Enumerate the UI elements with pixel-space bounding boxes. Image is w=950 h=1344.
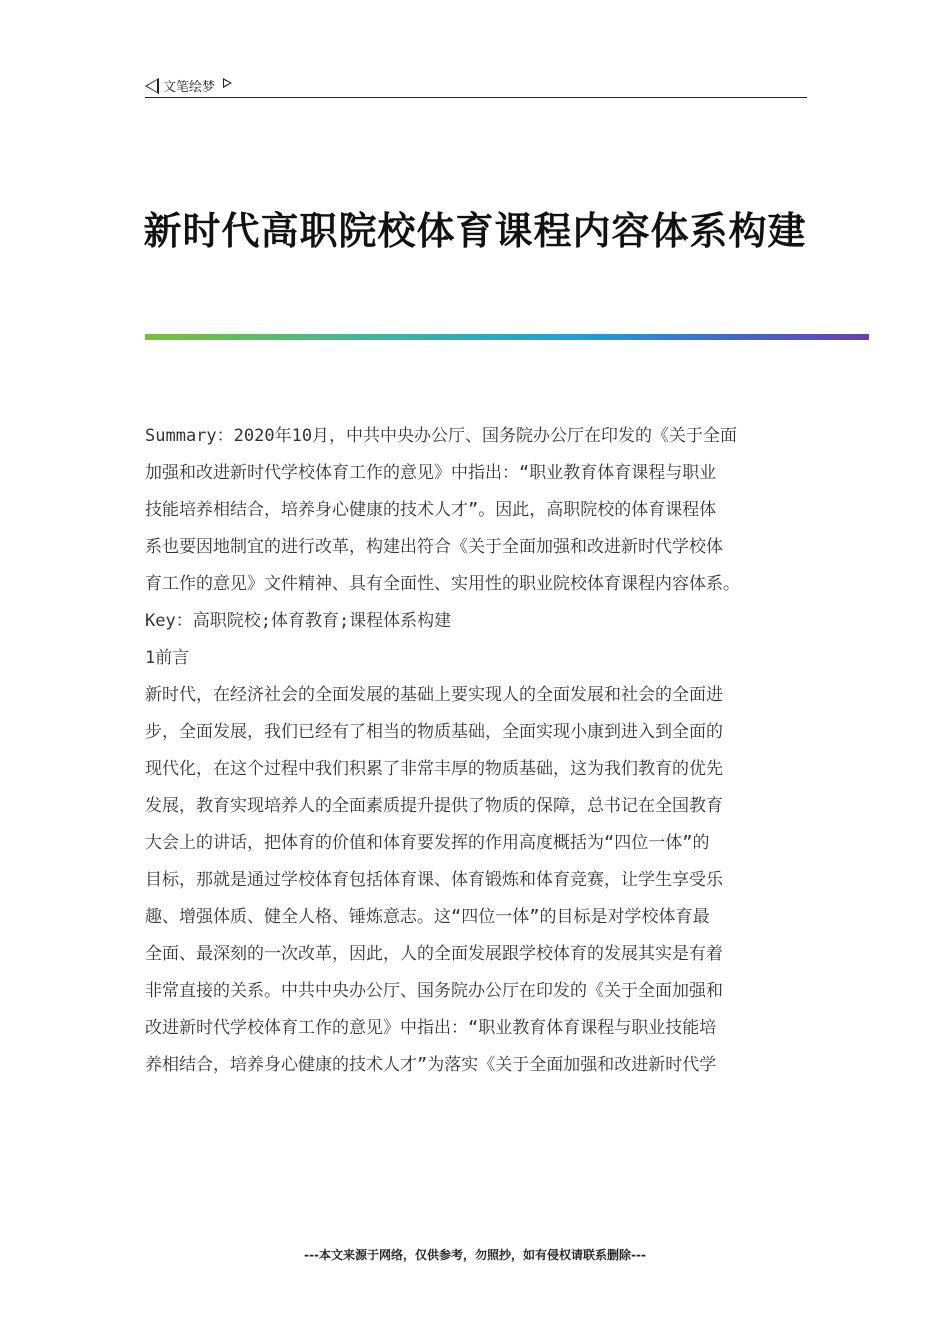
triangle-left-icon <box>145 78 159 94</box>
summary-line: 技能培养相结合，培养身心健康的技术人才”。因此，高职院校的体育课程体 <box>145 500 717 520</box>
document-body <box>145 418 807 1084</box>
gradient-divider <box>145 334 869 340</box>
paragraph-line: 现代化，在这个过程中我们积累了非常丰厚的物质基础，这为我们教育的优先 <box>145 759 723 779</box>
triangle-right-icon <box>223 78 232 88</box>
paragraph-line: 全面、最深刻的一次改革，因此，人的全面发展跟学校体育的发展其实是有着 <box>145 944 723 964</box>
brand <box>145 76 232 95</box>
paragraph-line: 步，全面发展，我们已经有了相当的物质基础，全面实现小康到进入到全面的 <box>145 722 723 742</box>
summary-line: 加强和改进新时代学校体育工作的意见》中指出：“职业教育体育课程与职业 <box>145 463 717 483</box>
summary-line: 系也要因地制宜的进行改革，构建出符合《关于全面加强和改进新时代学校体 <box>145 537 723 557</box>
paragraph-line: 改进新时代学校体育工作的意见》中指出：“职业教育体育课程与职业技能培 <box>145 1018 717 1038</box>
paragraph-line: 趣、增强体质、健全人格、锤炼意志。这“四位一体”的目标是对学校体育最 <box>145 907 710 927</box>
summary-line: Summary：2020年10月，中共中央办公厅、国务院办公厅在印发的《关于全面 <box>145 426 738 446</box>
brand-name: 文笔绘梦 <box>163 80 216 95</box>
paragraph-line: 大会上的讲话，把体育的价值和体育要发挥的作用高度概括为“四位一体”的 <box>145 833 710 853</box>
paragraph-line: 非常直接的关系。中共中央办公厅、国务院办公厅在印发的《关于全面加强和 <box>145 981 723 1001</box>
footer-disclaimer: ---本文来源于网络，仅供参考，勿照抄，如有侵权请联系删除--- <box>304 1248 646 1262</box>
paragraph-line: 养相结合，培养身心健康的技术人才”为落实《关于全面加强和改进新时代学 <box>145 1055 717 1075</box>
section-heading: 1前言 <box>145 648 190 668</box>
paragraph-line: 发展，教育实现培养人的全面素质提升提供了物质的保障，总书记在全国教育 <box>145 796 723 816</box>
summary-line: 育工作的意见》文件精神、具有全面性、实用性的职业院校体育课程内容体系。 <box>145 574 740 594</box>
page-header <box>145 72 807 98</box>
paragraph-line: 新时代，在经济社会的全面发展的基础上要实现人的全面发展和社会的全面进 <box>145 685 723 705</box>
document-title: 新时代高职院校体育课程内容体系构建 <box>143 208 807 253</box>
keywords-line: Key：高职院校;体育教育;课程体系构建 <box>145 611 452 631</box>
header-rule <box>145 97 807 98</box>
paragraph-line: 目标，那就是通过学校体育包括体育课、体育锻炼和体育竞赛，让学生享受乐 <box>145 870 723 890</box>
